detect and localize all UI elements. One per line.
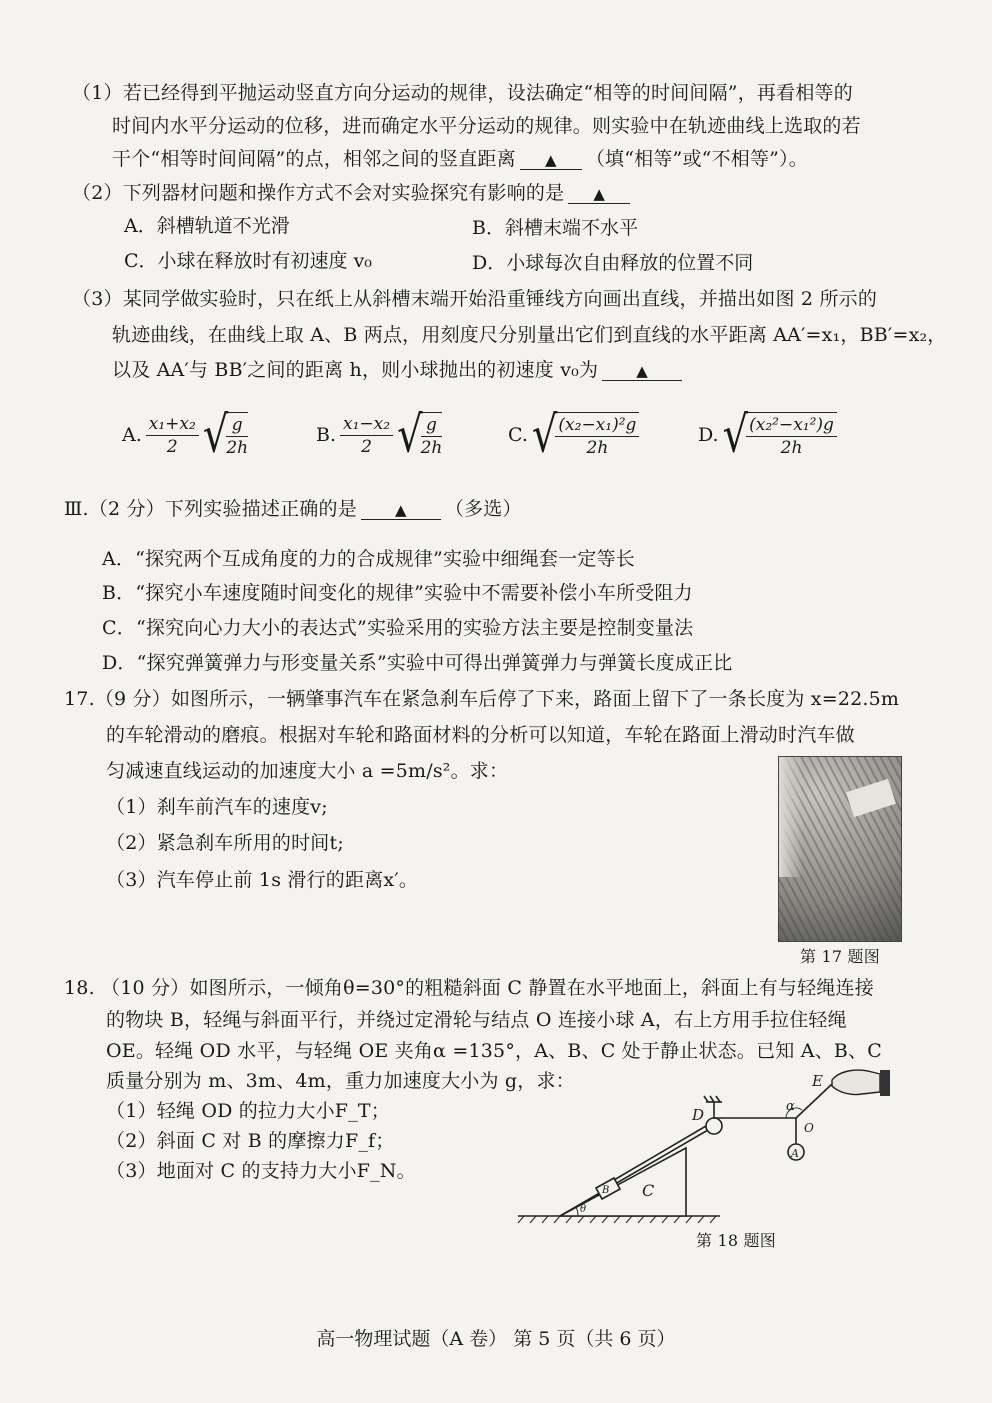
incline-pulley-diagram [510,1066,910,1226]
numerator: g [226,414,248,437]
part3-multi-select-note: （多选） [444,498,522,520]
q17-line2: 的车轮滑动的磨痕。根据对车轮和路面材料的分析可以知道，车轮在路面上滑动时汽车做 [106,724,855,746]
q18-figure-caption: 第 18 题图 [696,1231,776,1250]
formula-option-d [698,400,837,470]
part3-option-c: C．“探究向心力大小的表达式”实验采用的实验方法主要是控制变量法 [102,617,694,639]
square-root: √ $\frac{\text{(x₂²−x₁²)g}}{2h}$ [723,412,837,459]
part3-stem-text: Ⅲ.（2 分）下列实验描述正确的是 [64,498,357,520]
denominator: 2h [780,437,803,458]
label-c: C [642,1181,655,1200]
q16-part2-stem [72,180,634,206]
square-root: √ $\frac{g}{2h}$ [397,406,443,464]
denominator: 2h [586,437,609,458]
answer-blank: ▲ [520,151,582,170]
denominator: 2h [420,437,443,458]
formula-option-b [316,400,442,470]
q16-part3-line3 [112,357,686,383]
numerator: x₁−x₂ [340,413,393,436]
q16-part1-line3 [112,146,808,172]
q16-part2-option-a: A．斜槽轨道不光滑 [124,215,290,237]
label-d: D [692,1106,705,1124]
q16-part1-line2: 时间内水平分运动的位移，进而确定水平分运动的规律。则实验中在轨迹曲线上选取的若 [112,115,861,137]
hand-icon [832,1070,890,1096]
q16-part2-option-c: C．小球在释放时有初速度 v₀ [124,250,372,272]
q17-sub2: （2）紧急刹车所用的时间t; [106,832,344,854]
part3-stem [64,496,522,522]
skid-mark-photo [778,756,902,942]
label-alpha: α [786,1099,795,1114]
numerator: x₁+x₂ [146,413,199,436]
square-root: √ $\frac{\text{(x₂−x₁)²g}}{2h}$ [532,412,640,459]
label-b: B [602,1185,610,1196]
label-o: O [804,1121,814,1135]
answer-blank: ▲ [568,185,630,204]
fraction [146,413,199,458]
part3-option-b: B．“探究小车速度随时间变化的规律”实验中不需要补偿小车所受阻力 [102,582,693,604]
q16-part1-line3-text: 干个“相等时间间隔”的点，相邻之间的竖直距离 [112,148,516,170]
q16-part2-option-d: D．小球每次自由释放的位置不同 [472,252,754,274]
option-label: C. [508,424,528,446]
q17-line1: 17.（9 分）如图所示，一辆肇事汽车在紧急刹车后停了下来，路面上留下了一条长度为 x=22.5m [64,688,900,710]
q17-line3: 匀减速直线运动的加速度大小 a =5m/s²。求： [106,760,509,782]
option-label: B. [316,424,337,446]
square-root: √ $\frac{g}{2h}$ [202,406,249,464]
q16-part1-line1: （1）若已经得到平抛运动竖直方向分运动的规律，设法确定“相等的时间间隔”，再看相等的 [72,82,853,104]
answer-blank: ▲ [602,362,682,381]
formula-option-c [508,400,639,470]
q16-part1-line3-tail: （填“相等”或“不相等”）。 [585,148,808,170]
q16-part2-text: （2）下列器材问题和操作方式不会对实验探究有影响的是 [72,182,565,204]
q18-sub3: （3）地面对 C 的支持力大小F_N。 [106,1160,416,1182]
label-a: A [791,1147,799,1160]
q16-part2-option-b: B．斜槽末端不水平 [472,217,638,239]
q16-part3-line1: （3）某同学做实验时，只在纸上从斜槽末端开始沿重锤线方向画出直线，并描出如图 2 所示的 [72,288,878,310]
denominator: 2 [361,436,372,457]
q18-line3: OE。轻绳 OD 水平，与轻绳 OE 夹角α =135°，A、B、C 处于静止状态。已知 A、B、C [106,1040,882,1062]
answer-blank: ▲ [361,501,441,520]
numerator: g [421,414,443,437]
q18-line4: 质量分别为 m、3m、4m，重力加速度大小为 g，求： [106,1070,575,1092]
option-label: D. [698,424,719,446]
denominator: 2h [226,437,249,458]
q18-line1: 18. （10 分）如图所示，一倾角θ=30°的粗糙斜面 C 静置在水平地面上，斜面上有与轻绳连接 [64,977,874,999]
page-footer: 高一物理试题（A 卷） 第 5 页（共 6 页） [316,1328,676,1350]
fraction [340,413,393,458]
numerator: (x₂²−x₁²)g [746,414,837,437]
q16-part3-line2: 轨迹曲线，在曲线上取 A、B 两点，用刻度尺分别量出它们到直线的水平距离 AA′=x₁，BB′=x₂， [112,324,947,346]
part3-option-a: A．“探究两个互成角度的力的合成规律”实验中细绳套一定等长 [102,548,635,570]
q17-sub3: （3）汽车停止前 1s 滑行的距离x′。 [106,869,419,891]
q18-line2: 的物块 B，轻绳与斜面平行，并绕过定滑轮与结点 O 连接小球 A，右上方用手拉住轻绳 [106,1009,847,1031]
option-label: A. [122,424,142,446]
part3-option-d: D．“探究弹簧弹力与形变量关系”实验中可得出弹簧弹力与弹簧长度成正比 [102,652,733,674]
q18-sub2: （2）斜面 C 对 B 的摩擦力F_f； [106,1130,395,1152]
formula-option-a [122,400,248,470]
q16-part3-line3-text: 以及 AA′与 BB′之间的距离 h，则小球抛出的初速度 v₀为 [112,359,599,381]
q17-figure-caption: 第 17 题图 [800,947,880,966]
denominator: 2 [166,436,178,457]
numerator: (x₂−x₁)²g [555,414,639,437]
q18-sub1: （1）轻绳 OD 的拉力大小F_T； [106,1100,390,1122]
label-theta: θ [580,1204,587,1215]
label-e: E [812,1072,823,1090]
q17-sub1: （1）刹车前汽车的速度v; [106,796,328,818]
